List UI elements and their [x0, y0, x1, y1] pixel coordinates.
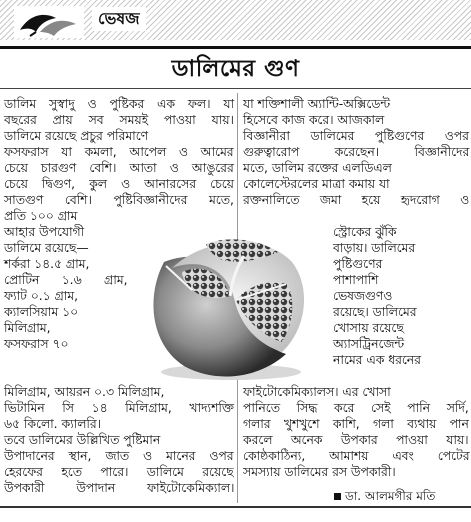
author-byline [334, 488, 435, 504]
left-column-text-line: ক্যালসিয়াম ১০ [4, 305, 79, 319]
left-column-text-line: মিলিগ্রাম, আয়রন ০.৩ মিলিগ্রাম, [4, 385, 165, 399]
right-column-text-line: কোলেস্টেরলের মাত্রা কমায় যা [243, 177, 390, 191]
left-column-text-line: হেরফের হতে পারে। ডালিমে রয়েছে [4, 465, 234, 479]
right-column-text-line: পুষ্টিগুণের [333, 257, 383, 271]
right-column-text-line: ভেষজগুণও [333, 289, 393, 303]
title-bottom-rule [0, 88, 471, 89]
right-column-text-line: হিসেবে কাজ করে। আজকাল [243, 113, 385, 127]
article-title: ডালিমের গুণ [171, 56, 300, 82]
right-column-text-line: খোসায় রয়েছে [333, 321, 404, 335]
left-column-text-line: আহার উপযোগী [4, 225, 85, 239]
right-column-text-line: মতে, ডালিম রক্তের এলডিএল [243, 161, 392, 175]
right-column-text-line: বিজ্ঞানীরা ডালিমের পুষ্টিগুণের ওপর [243, 129, 469, 143]
left-column-text-line: ভিটামিন সি ১৪ মিলিগ্রাম, খাদ্যশক্তি [4, 401, 234, 415]
left-column-text-line: ডালিম সুস্বাদু ও পুষ্টিকর এক ফল। যা [4, 97, 235, 111]
left-column-text-line: প্রোটিন ১.৬ গ্রাম, [4, 273, 128, 287]
left-column-text-line: ফ্যাট ০.১ গ্রাম, [4, 289, 79, 303]
left-column-text-line: সাতগুণ বেশি। পুষ্টিবিজ্ঞানীদের মতে, [4, 193, 234, 207]
section-label: ভেষজ [92, 7, 146, 31]
right-column-text-line: বাড়ায়। ডালিমের [333, 241, 416, 255]
left-column-text-line: শর্করা ১৪.৫ গ্রাম, [4, 257, 90, 271]
left-column-text-line: প্রতি ১০০ গ্রাম [4, 209, 78, 223]
right-column-text-line: পাশাপাশি [333, 273, 379, 287]
right-column-text-line: রয়েছে। ডালিমের [333, 305, 417, 319]
left-column-text-line: ডালিমে রয়েছে— [4, 241, 89, 255]
right-column-text-line: করলে অনেক উপকার পাওয়া যায়। [243, 433, 469, 447]
section-header [0, 0, 471, 44]
author-name: ডা. আলমগীর মতি [345, 489, 436, 503]
left-column-text-line: চেয়ে চারগুণ বেশি। আতা ও আঙুরের [4, 161, 234, 175]
right-column-text-line: যা শক্তিশালী অ্যান্টি-অক্সিডেন্ট [243, 97, 391, 111]
left-column-text-line: ৬৫ কিলো. ক্যালরি। [4, 417, 102, 431]
right-column-text-line: গুরুত্বারোপ করেছেন। বিজ্ঞানীদের [243, 145, 470, 159]
left-column-text-line: উপকারী উপাদান ফাইটোকেমিক্যাল। [4, 481, 235, 495]
left-column-text-line: ফসফরাস যা কমলা, আপেল ও আমের [4, 145, 234, 159]
right-column-text-line: রক্তনালিতে জমা হয়ে হৃদরোগ ও [243, 193, 470, 207]
pomegranate-image [136, 226, 326, 382]
leaf-logo-icon [14, 6, 84, 38]
left-column-text-line: চেয়ে দ্বিগুণ, কুল ও আনারসের চেয়ে [4, 177, 234, 191]
bullet-icon [334, 493, 341, 500]
right-column-text-line: কোষ্ঠকাঠিন্য, আমাশয় এবং পেটের [243, 449, 470, 463]
left-column-text-line: বছরের প্রায় সব সময়ই পাওয়া যায়। [4, 113, 234, 127]
left-column-text-line: মিলিগ্রাম, [4, 321, 51, 335]
right-column-text-line: স্ট্রোকের ঝুঁকি [333, 225, 397, 239]
left-column-text-line: তবে ডালিমের উল্লিখিত পুষ্টিমান [4, 433, 161, 447]
right-column-text-line: গলার খুশখুশে কাশি, গলা ব্যথায় পান [243, 417, 469, 431]
left-column-text-line: ফসফরাস ৭০ [4, 337, 69, 351]
left-column-text-line: উপাদানের স্থান, জাত ও মানের ওপর [4, 449, 234, 463]
title-top-rule [0, 46, 471, 49]
bottom-rule [0, 506, 471, 508]
left-column-text-line: ডালিমে রয়েছে প্রচুর পরিমাণে [4, 129, 149, 143]
right-column-text-line: পানিতে সিদ্ধ করে সেই পানি সর্দি, [243, 401, 469, 415]
right-column-text-line: ফাইটোকেমিক্যালস। এর খোসা [243, 385, 391, 399]
right-column-text-line: অ্যাসট্রিনজেন্ট [333, 337, 405, 351]
right-column-text-line: সমস্যায় ডালিমের রস উপকারী। [243, 465, 396, 479]
right-column-text-line: নামের এক ধরনের [333, 353, 421, 367]
